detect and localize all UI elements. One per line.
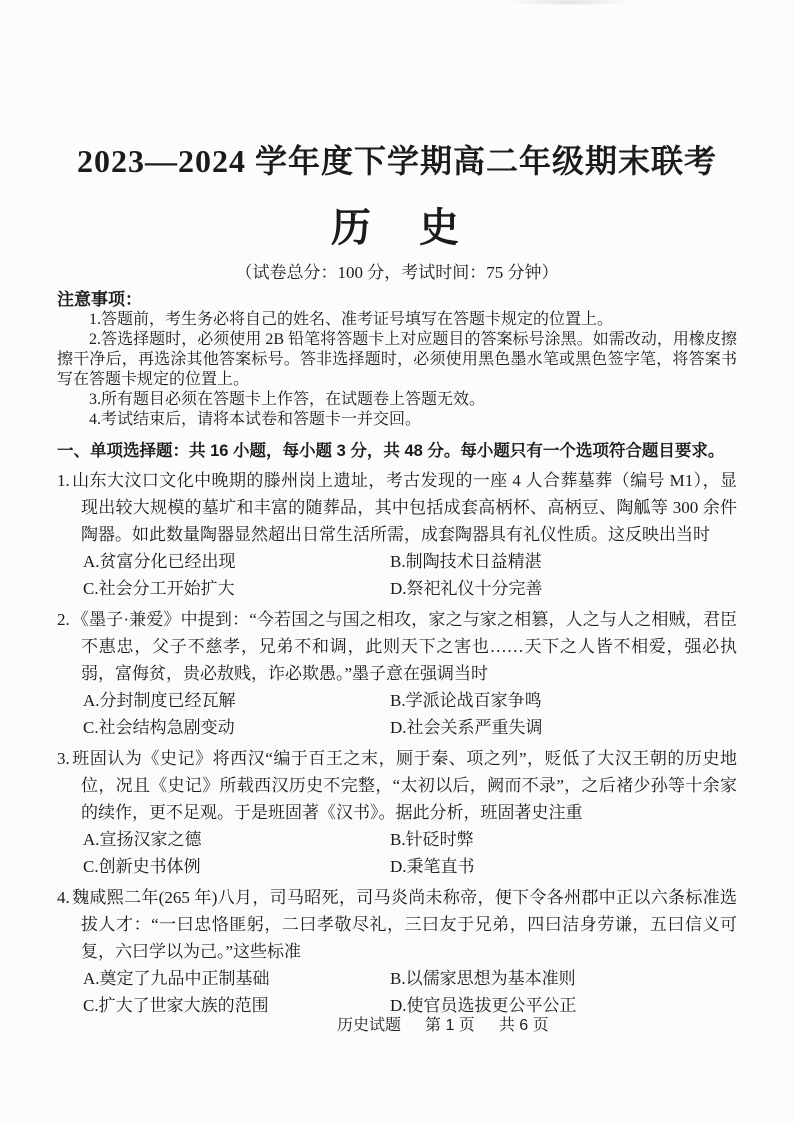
question-4-option-c: C.扩大了世家大族的范围 bbox=[83, 996, 269, 1015]
section-header: 一、单项选择题：共 16 小题，每小题 3 分，共 48 分。每小题只有一个选项符合题目要求。 bbox=[57, 442, 725, 460]
footer-doc-label: 历史试题 bbox=[337, 1017, 402, 1034]
footer-total-pages: 共 6 页 bbox=[498, 1017, 549, 1034]
question-3-number: 3. bbox=[57, 749, 70, 768]
question-2-options bbox=[57, 687, 737, 741]
question-1-options bbox=[57, 548, 737, 602]
footer-page-number: 第 1 页 bbox=[425, 1017, 475, 1034]
question-4-number: 4. bbox=[57, 888, 70, 907]
question-1-option-c: C.社会分工开始扩大 bbox=[83, 579, 235, 598]
question-2-number: 2. bbox=[57, 610, 70, 629]
exam-meta: （试卷总分：100 分，考试时间：75 分钟） bbox=[235, 263, 559, 282]
question-3-option-b: B.针砭时弊 bbox=[390, 830, 474, 849]
notice-item-1: 1.答题前，考生务必将自己的姓名、准考证号填写在答题卡规定的位置上。 bbox=[89, 311, 614, 328]
question-2-text: 《墨子·兼爱》中提到：“今若国之与国之相攻，家之与家之相篡，人之与人之相贼，君臣不惠忠，父子不慈孝，兄弟不和调，此则天下之害也……天下之人皆不相爱，强必执弱，富侮贫，贵必敖贱，诈必欺愚。”墨子意在强调当时 bbox=[71, 610, 737, 683]
subject-title: 历 史 bbox=[331, 205, 463, 250]
question-3-options bbox=[57, 826, 737, 880]
question-2-option-b: B.学派论战百家争鸣 bbox=[390, 691, 542, 710]
question-1-option-d: D.祭祀礼仪十分完善 bbox=[390, 579, 543, 598]
question-3-option-a: A.宣扬汉家之德 bbox=[83, 830, 202, 849]
question-4 bbox=[57, 884, 737, 1019]
question-1-number: 1. bbox=[57, 471, 70, 490]
question-3-text: 班固认为《史记》将西汉“编于百王之末，厕于秦、项之列”，贬低了大汉王朝的历史地位，况且《史记》所载西汉历史不完整，“太初以后，阙而不录”，之后褚少孙等十余家的续作，更不足观。于是班固著《汉书》。据此分析，班固著史注重 bbox=[71, 749, 737, 822]
question-3-stem bbox=[57, 745, 737, 826]
page-footer bbox=[337, 1016, 549, 1036]
question-1-stem bbox=[57, 467, 737, 548]
notice-item-3: 3.所有题目必须在答题卡上作答，在试题卷上答题无效。 bbox=[89, 391, 486, 408]
question-3-option-c: C.创新史书体例 bbox=[83, 857, 201, 876]
question-4-stem bbox=[57, 884, 737, 965]
question-2-stem bbox=[57, 606, 737, 687]
question-3-option-d: D.秉笔直书 bbox=[390, 857, 475, 876]
question-1 bbox=[57, 467, 737, 602]
page-title: 2023—2024 学年度下学期高二年级期末联考 bbox=[76, 143, 717, 179]
question-4-options bbox=[57, 965, 737, 1019]
question-4-option-b: B.以儒家思想为基本准则 bbox=[390, 969, 576, 988]
question-1-text: 山东大汶口文化中晚期的滕州岗上遗址，考古发现的一座 4 人合葬墓葬（编号 M1），显现出较大规模的墓圹和丰富的随葬品，其中包括成套高柄杯、高柄豆、陶觚等 300 余件陶器。如此数量陶器显然超出日常生活所需，成套陶器具有礼仪性质。这反映出当时 bbox=[71, 471, 737, 544]
question-4-option-a: A.奠定了九品中正制基础 bbox=[83, 969, 270, 988]
question-2-option-a: A.分封制度已经瓦解 bbox=[83, 691, 236, 710]
question-3 bbox=[57, 745, 737, 880]
notice-section bbox=[57, 289, 737, 430]
question-4-option-d: D.使官员选拔更公平公正 bbox=[390, 996, 577, 1015]
question-4-text: 魏咸熙二年(265 年)八月，司马昭死，司马炎尚未称帝，便下令各州郡中正以六条标准选拔人才：“一曰忠恪匪躬，二曰孝敬尽礼，三曰友于兄弟，四曰洁身劳谦，五曰信义可复，六曰学以为己。”这些标准 bbox=[71, 888, 737, 961]
notice-item-2: 2.答选择题时，必须使用 2B 铅笔将答题卡上对应题目的答案标号涂黑。如需改动，用橡皮擦擦干净后，再选涂其他答案标号。答非选择题时，必须使用黑色墨水笔或黑色签字笔，将答案书写在答题卡规定的位置上。 bbox=[57, 331, 737, 388]
question-1-option-a: A.贫富分化已经出现 bbox=[83, 552, 236, 571]
notice-item-4: 4.考试结束后，请将本试卷和答题卡一并交回。 bbox=[89, 411, 422, 428]
question-1-option-b: B.制陶技术日益精湛 bbox=[390, 552, 542, 571]
page-content bbox=[57, 142, 737, 1019]
notice-heading: 注意事项： bbox=[57, 290, 142, 309]
question-2 bbox=[57, 606, 737, 741]
question-2-option-d: D.社会关系严重失调 bbox=[390, 718, 543, 737]
question-2-option-c: C.社会结构急剧变动 bbox=[83, 718, 235, 737]
